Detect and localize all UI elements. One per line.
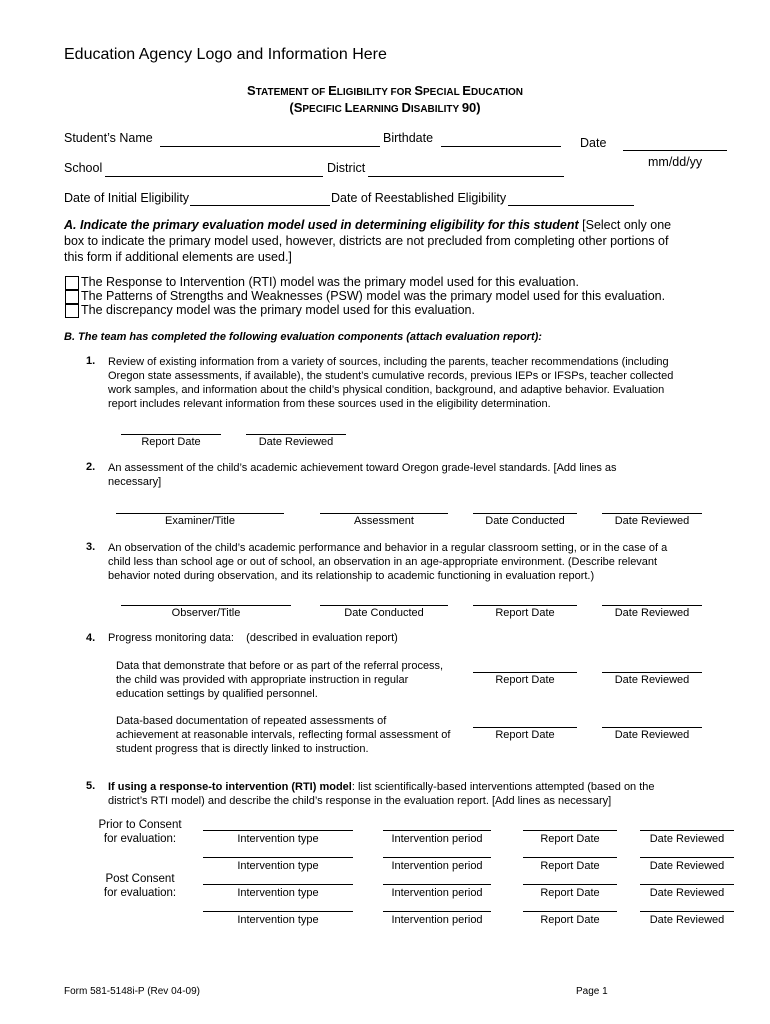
initial-eligibility-field[interactable] [190, 205, 330, 206]
intervention-period-field[interactable] [383, 830, 491, 831]
title-cap: S [247, 83, 256, 98]
date-reviewed-field[interactable] [640, 911, 734, 912]
form-subtitle [0, 100, 770, 115]
observer-title-field[interactable] [121, 605, 291, 606]
date-reviewed-field[interactable] [246, 434, 346, 435]
date-reviewed-label: Date Reviewed [649, 860, 725, 872]
date-conducted-field[interactable] [473, 513, 577, 514]
initial-eligibility-label: Date of Initial Eligibility [64, 191, 190, 205]
intervention-type-label: Intervention type [237, 914, 319, 926]
discrepancy-model-checkbox[interactable] [65, 304, 79, 318]
intervention-type-field[interactable] [203, 911, 353, 912]
report-date-label: Report Date [495, 674, 555, 686]
item2-text: An assessment of the child’s academic achievement toward Oregon grade-level standards. [Add lines as necessary] [108, 462, 617, 488]
intervention-type-field[interactable] [203, 857, 353, 858]
date-reviewed-field[interactable] [640, 830, 734, 831]
date-format-hint: mm/dd/yy [648, 155, 703, 169]
intervention-type-label: Intervention type [237, 860, 319, 872]
date-reviewed-label: Date Reviewed [258, 436, 334, 448]
rti-model-checkbox[interactable] [65, 276, 79, 290]
report-date-field[interactable] [473, 672, 577, 673]
item4-text: Progress monitoring data: (described in evaluation report) [108, 632, 398, 644]
post-consent-label-2: for evaluation: [103, 887, 177, 899]
agency-logo-placeholder: Education Agency Logo and Information Here [64, 46, 387, 63]
form-id: Form 581-5148i-P (Rev 04-09) [64, 986, 200, 997]
date-reviewed-field[interactable] [602, 605, 702, 606]
reestablished-eligibility-field[interactable] [508, 205, 634, 206]
page-number: Page 1 [576, 986, 608, 997]
title-cap: S [414, 83, 424, 98]
item5-body: : list scientifically-based interventions attempted (based on the district’s RTI model) and describe the child’s response in the evaluation report. [Add lines as necessary] [108, 781, 655, 807]
examiner-title-field[interactable] [116, 513, 284, 514]
intervention-period-field[interactable] [383, 884, 491, 885]
district-label: District [327, 161, 366, 175]
report-date-field[interactable] [523, 857, 617, 858]
title-cap: E [328, 83, 337, 98]
intervention-type-label: Intervention type [237, 887, 319, 899]
subtitle-rest: EARNING [352, 104, 402, 115]
title-rest: LIGIBILITY FOR [336, 87, 415, 98]
birthdate-field[interactable] [441, 146, 561, 147]
date-label: Date [580, 136, 607, 150]
item1-text: Review of existing information from a variety of sources, including the parents, teacher recommendations (including Oregon state assessments, if available), the student’s cumulative records, previous IEPs or IFSPs, teacher collected work samples, and information about the child’s physical condition, background, and adaptive behavior. Evaluation report includes relevant information from these sources used in the eligibility determination. [108, 356, 674, 410]
reestablished-eligibility-label: Date of Reestablished Eligibility [331, 191, 507, 205]
report-date-field[interactable] [523, 830, 617, 831]
report-date-field[interactable] [473, 605, 577, 606]
date-reviewed-field[interactable] [602, 513, 702, 514]
post-consent-label: Post Consent [105, 873, 175, 885]
date-reviewed-field[interactable] [602, 727, 702, 728]
date-reviewed-field[interactable] [602, 672, 702, 673]
report-date-field[interactable] [121, 434, 221, 435]
subtitle-paren: ( [289, 100, 294, 115]
item-number: 2. [86, 461, 96, 473]
rti-model-option: The Response to Intervention (RTI) model was the primary model used for this evaluation. [81, 275, 579, 289]
title-rest: PECIAL [423, 87, 463, 98]
item5-lead: If using a response-to intervention (RTI) model [108, 781, 352, 793]
date-reviewed-label: Date Reviewed [649, 914, 725, 926]
observer-title-label: Observer/Title [171, 607, 241, 619]
date-reviewed-label: Date Reviewed [649, 833, 725, 845]
item-number: 4. [86, 632, 96, 644]
date-reviewed-label: Date Reviewed [614, 515, 690, 527]
subtitle-cap: L [344, 100, 353, 115]
intervention-period-label: Intervention period [391, 914, 483, 926]
assessment-label: Assessment [354, 515, 414, 527]
section-a-heading: A. Indicate the primary evaluation model used in determining eligibility for this student [64, 218, 579, 232]
title-cap: E [462, 83, 471, 98]
intervention-period-label: Intervention period [391, 833, 483, 845]
date-reviewed-label: Date Reviewed [614, 607, 690, 619]
intervention-type-label: Intervention type [237, 833, 319, 845]
psw-model-checkbox[interactable] [65, 290, 79, 304]
birthdate-label: Birthdate [383, 131, 434, 145]
section-a-instructions [64, 217, 684, 265]
intervention-type-field[interactable] [203, 830, 353, 831]
form-title [0, 83, 770, 98]
subtitle-cap: D [401, 100, 411, 115]
student-name-label: Student’s Name [64, 131, 153, 145]
date-reviewed-field[interactable] [640, 884, 734, 885]
date-conducted-label: Date Conducted [485, 515, 565, 527]
report-date-field[interactable] [523, 884, 617, 885]
item-number: 1. [86, 355, 96, 367]
report-date-label: Report Date [540, 887, 600, 899]
date-reviewed-label: Date Reviewed [614, 729, 690, 741]
report-date-label: Report Date [540, 860, 600, 872]
subtitle-code: 90) [461, 100, 481, 115]
intervention-period-field[interactable] [383, 857, 491, 858]
report-date-label: Report Date [540, 833, 600, 845]
subtitle-rest: PECIFIC [302, 104, 345, 115]
item3-text: An observation of the child’s academic performance and behavior in a regular classroom setting, or in the case of a child less than school age or out of school, an observation in an age-appropriate environment. (Describe relevant behavior noted during observation, and its relationship to academic functioning in evaluation report.) [108, 542, 668, 582]
school-label: School [64, 161, 103, 175]
examiner-title-label: Examiner/Title [165, 515, 235, 527]
item-number: 5. [86, 780, 96, 792]
item4-sub2-text: Data-based documentation of repeated assessments of achievement at reasonable intervals, reflecting formal assessment of student progress that is directly linked to instruction. [116, 715, 451, 755]
intervention-period-label: Intervention period [391, 887, 483, 899]
discrepancy-model-option: The discrepancy model was the primary model used for this evaluation. [81, 303, 475, 317]
date-reviewed-label: Date Reviewed [649, 887, 725, 899]
assessment-field[interactable] [320, 513, 448, 514]
item4-sub1-text: Data that demonstrate that before or as part of the referral process, the child was provided with appropriate instruction in regular education settings by qualified personnel. [116, 660, 444, 700]
intervention-type-field[interactable] [203, 884, 353, 885]
section-b-heading: B. The team has completed the following evaluation components (attach evaluation report): [64, 331, 542, 343]
date-conducted-field[interactable] [320, 605, 448, 606]
title-rest: TATEMENT OF [255, 87, 329, 98]
prior-consent-label-2: for evaluation: [103, 833, 177, 845]
subtitle-cap: S [293, 100, 303, 115]
report-date-field[interactable] [473, 727, 577, 728]
date-field[interactable] [623, 150, 727, 151]
title-rest: DUCATION [470, 87, 523, 98]
prior-consent-label: Prior to Consent [98, 819, 182, 831]
student-name-field[interactable] [160, 146, 380, 147]
subtitle-rest: ISABILITY [410, 104, 462, 115]
item-number: 3. [86, 541, 96, 553]
item5-text [108, 780, 668, 808]
report-date-field[interactable] [523, 911, 617, 912]
intervention-period-label: Intervention period [391, 860, 483, 872]
school-field[interactable] [105, 176, 323, 177]
date-reviewed-field[interactable] [640, 857, 734, 858]
psw-model-option: The Patterns of Strengths and Weaknesses (PSW) model was the primary model used for this evaluation. [81, 289, 666, 303]
date-conducted-label: Date Conducted [344, 607, 424, 619]
report-date-label: Report Date [141, 436, 201, 448]
report-date-label: Report Date [495, 607, 555, 619]
report-date-label: Report Date [495, 729, 555, 741]
intervention-period-field[interactable] [383, 911, 491, 912]
report-date-label: Report Date [540, 914, 600, 926]
date-reviewed-label: Date Reviewed [614, 674, 690, 686]
section-a-text: [Select only one box to indicate the primary model used, however, districts are not precluded from completing other portions of this form if additional elements are used.] [64, 218, 672, 264]
district-field[interactable] [368, 176, 564, 177]
